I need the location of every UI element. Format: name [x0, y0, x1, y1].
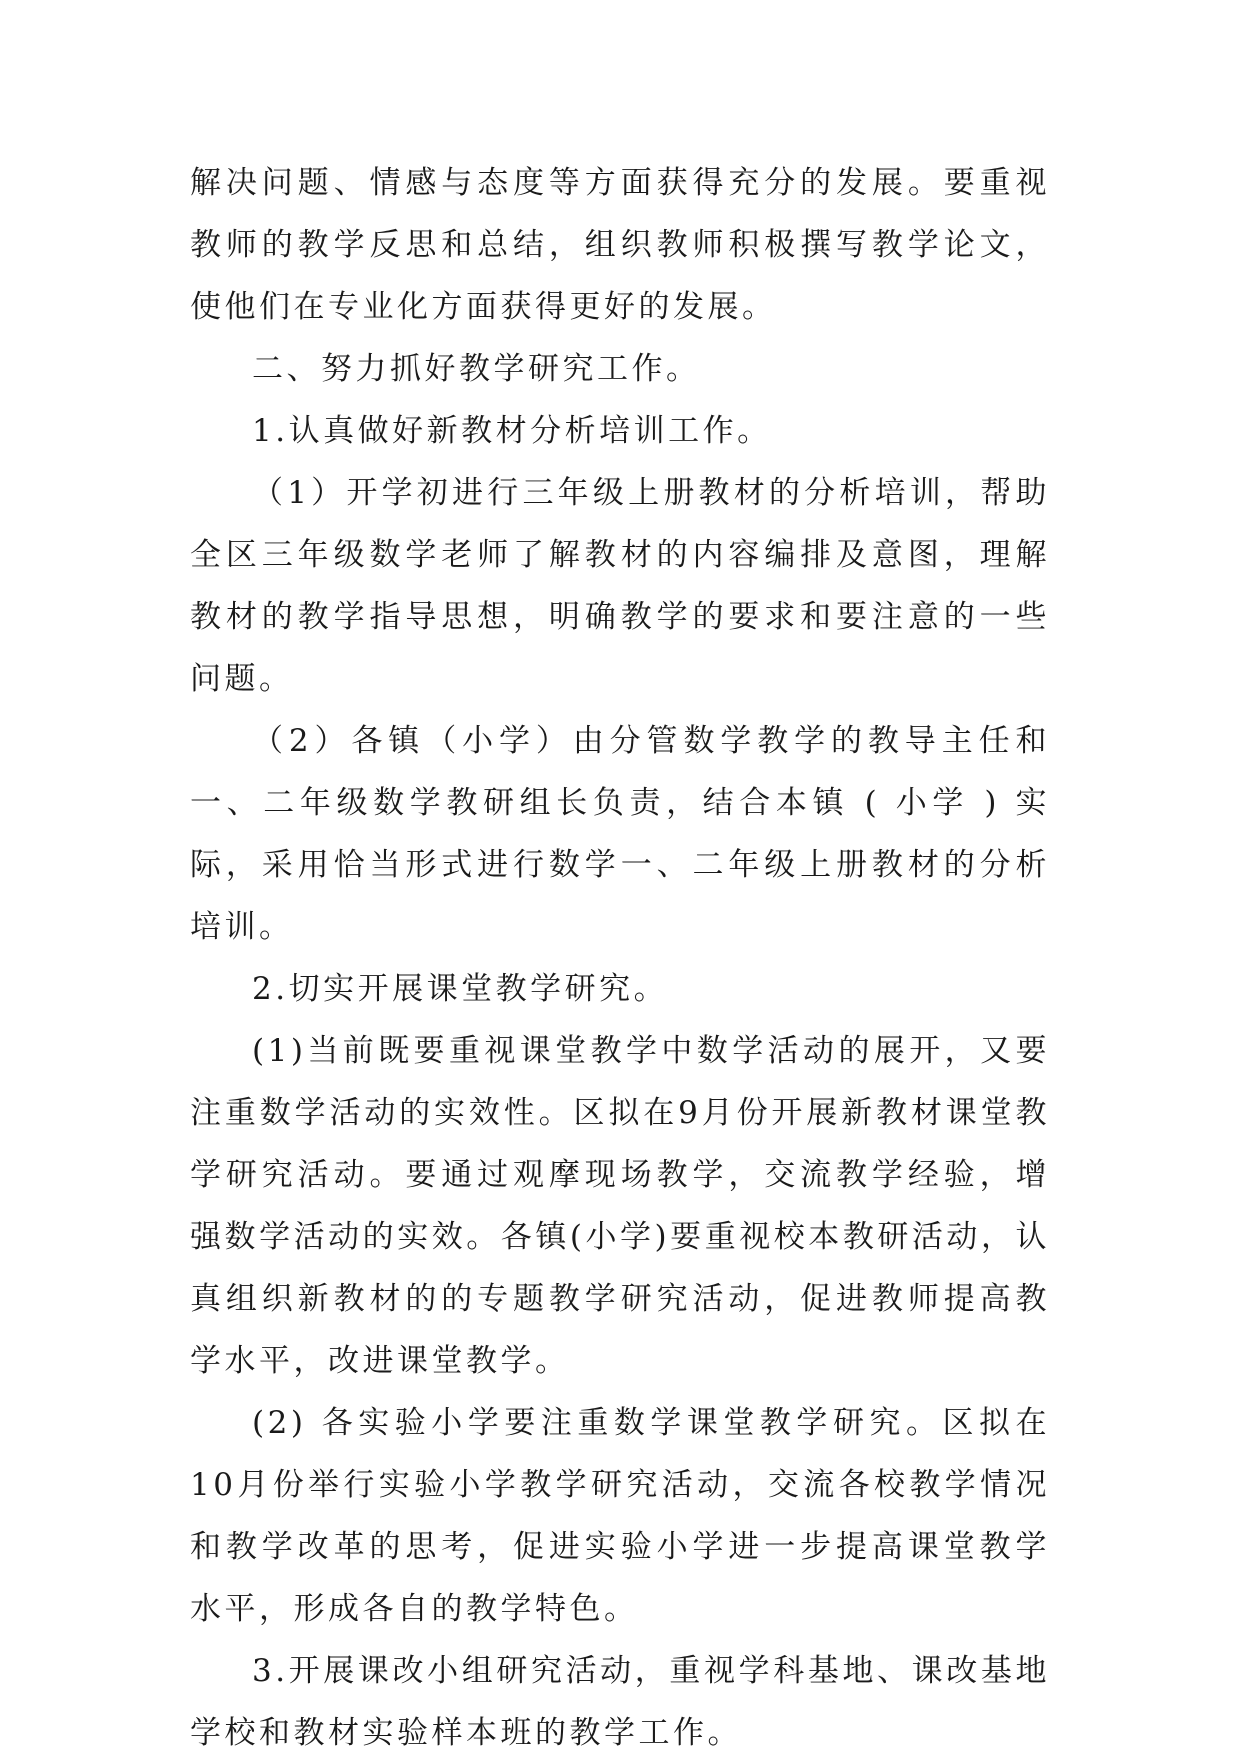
item-2-heading: 2.切实开展课堂教学研究。: [252, 971, 669, 1007]
item-1-heading: 1.认真做好新教材分析培训工作。: [252, 413, 772, 449]
item-3-heading: 3.开展课改小组研究活动，重视学科基地、课改基地学校和教材实验样本班的教学工作。: [190, 1653, 1050, 1751]
item-2-sub-1: (1)当前既要重视课堂教学中数学活动的展开，又要注重数学活动的实效性。区拟在9月份开展新教材课堂教学研究活动。要通过观摩现场教学，交流教学经验，增强数学活动的实效。各镇(小学)要重视校本教研活动，认真组织新教材的的专题教学研究活动，促进教师提高教学水平，改进课堂教学。: [190, 1033, 1050, 1379]
document-body: [190, 152, 1050, 1764]
section-heading-2: 二、努力抓好教学研究工作。: [252, 351, 701, 387]
item-1-sub-1: （1）开学初进行三年级上册教材的分析培训，帮助全区三年级数学老师了解教材的内容编排及意图，理解教材的教学指导思想，明确教学的要求和要注意的一些问题。: [190, 475, 1050, 697]
item-2-sub-2: (2) 各实验小学要注重数学课堂教学研究。区拟在10月份举行实验小学教学研究活动，交流各校教学情况和教学改革的思考，促进实验小学进一步提高课堂教学水平，形成各自的教学特色。: [190, 1405, 1050, 1627]
item-1-sub-2: （2）各镇（小学）由分管数学教学的教导主任和一、二年级数学教研组长负责，结合本镇 ( 小学 ) 实际，采用恰当形式进行数学一、二年级上册教材的分析培训。: [190, 723, 1050, 945]
paragraph-continuation: 解决问题、情感与态度等方面获得充分的发展。要重视教师的教学反思和总结，组织教师积极撰写教学论文，使他们在专业化方面获得更好的发展。: [190, 165, 1050, 325]
